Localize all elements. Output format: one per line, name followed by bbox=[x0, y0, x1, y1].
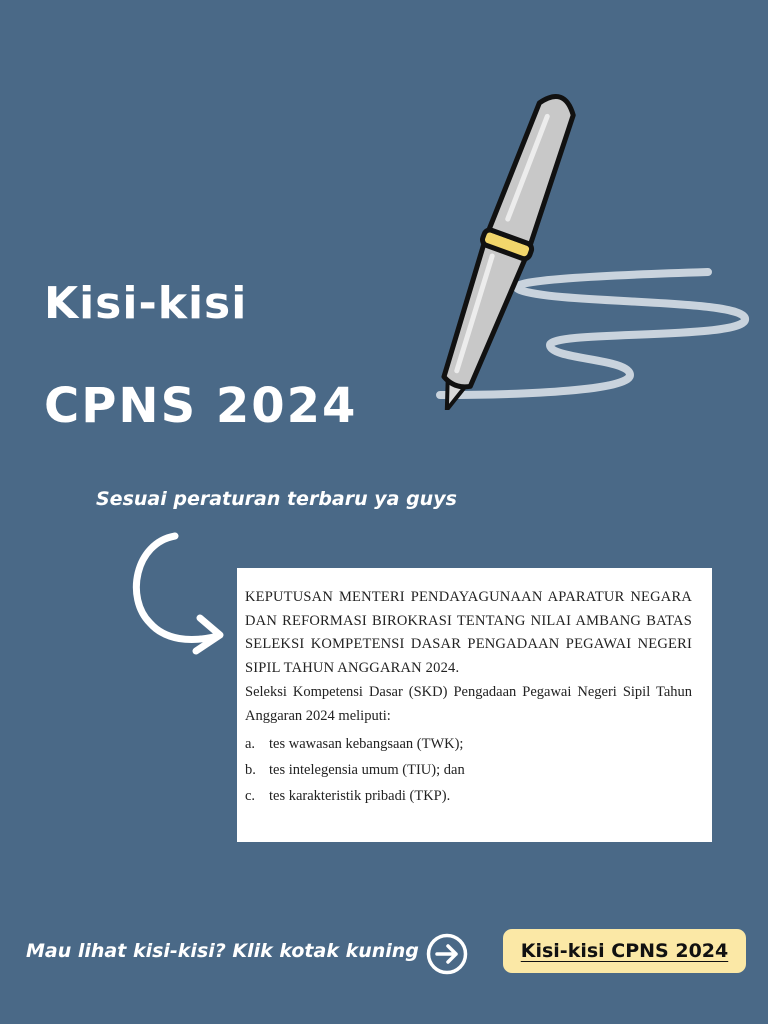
cta-text: Mau lihat kisi-kisi? Klik kotak kuning bbox=[26, 940, 419, 962]
pen-icon bbox=[410, 40, 760, 410]
pen-illustration bbox=[410, 40, 760, 414]
regulation-excerpt bbox=[237, 568, 712, 842]
regulation-intro: Seleksi Kompetensi Dasar (SKD) Pengadaan Pegawai Negeri Sipil Tahun Anggaran 2024 meliputi: bbox=[245, 684, 692, 724]
list-item-label: c. bbox=[245, 788, 256, 804]
list-item-text: tes intelegensia umum (TIU); dan bbox=[269, 762, 465, 778]
list-item-text: tes wawasan kebangsaan (TWK); bbox=[269, 736, 464, 752]
curved-arrow-icon bbox=[120, 528, 230, 672]
title-line-2: CPNS 2024 bbox=[44, 378, 358, 434]
title-line-1: Kisi-kisi bbox=[44, 278, 248, 329]
list-item-label: b. bbox=[245, 762, 256, 778]
kisi-kisi-cpns-button[interactable] bbox=[503, 929, 746, 973]
regulation-list bbox=[245, 731, 692, 809]
list-item bbox=[245, 757, 692, 783]
arrow-right-circle-icon[interactable] bbox=[426, 933, 468, 975]
list-item-label: a. bbox=[245, 736, 256, 752]
subtitle: Sesuai peraturan terbaru ya guys bbox=[96, 488, 457, 510]
list-item bbox=[245, 731, 692, 757]
regulation-heading: KEPUTUSAN MENTERI PENDAYAGUNAAN APARATUR NEGARA DAN REFORMASI BIROKRASI TENTANG NILAI AMBANG BATAS SELEKSI KOMPETENSI DASAR PENGADAAN PEGAWAI NEGERI SIPIL TAHUN ANGGARAN 2024. bbox=[245, 589, 692, 676]
list-item bbox=[245, 783, 692, 809]
button-label: Kisi-kisi CPNS 2024 bbox=[520, 940, 729, 962]
list-item-text: tes karakteristik pribadi (TKP). bbox=[269, 788, 451, 804]
